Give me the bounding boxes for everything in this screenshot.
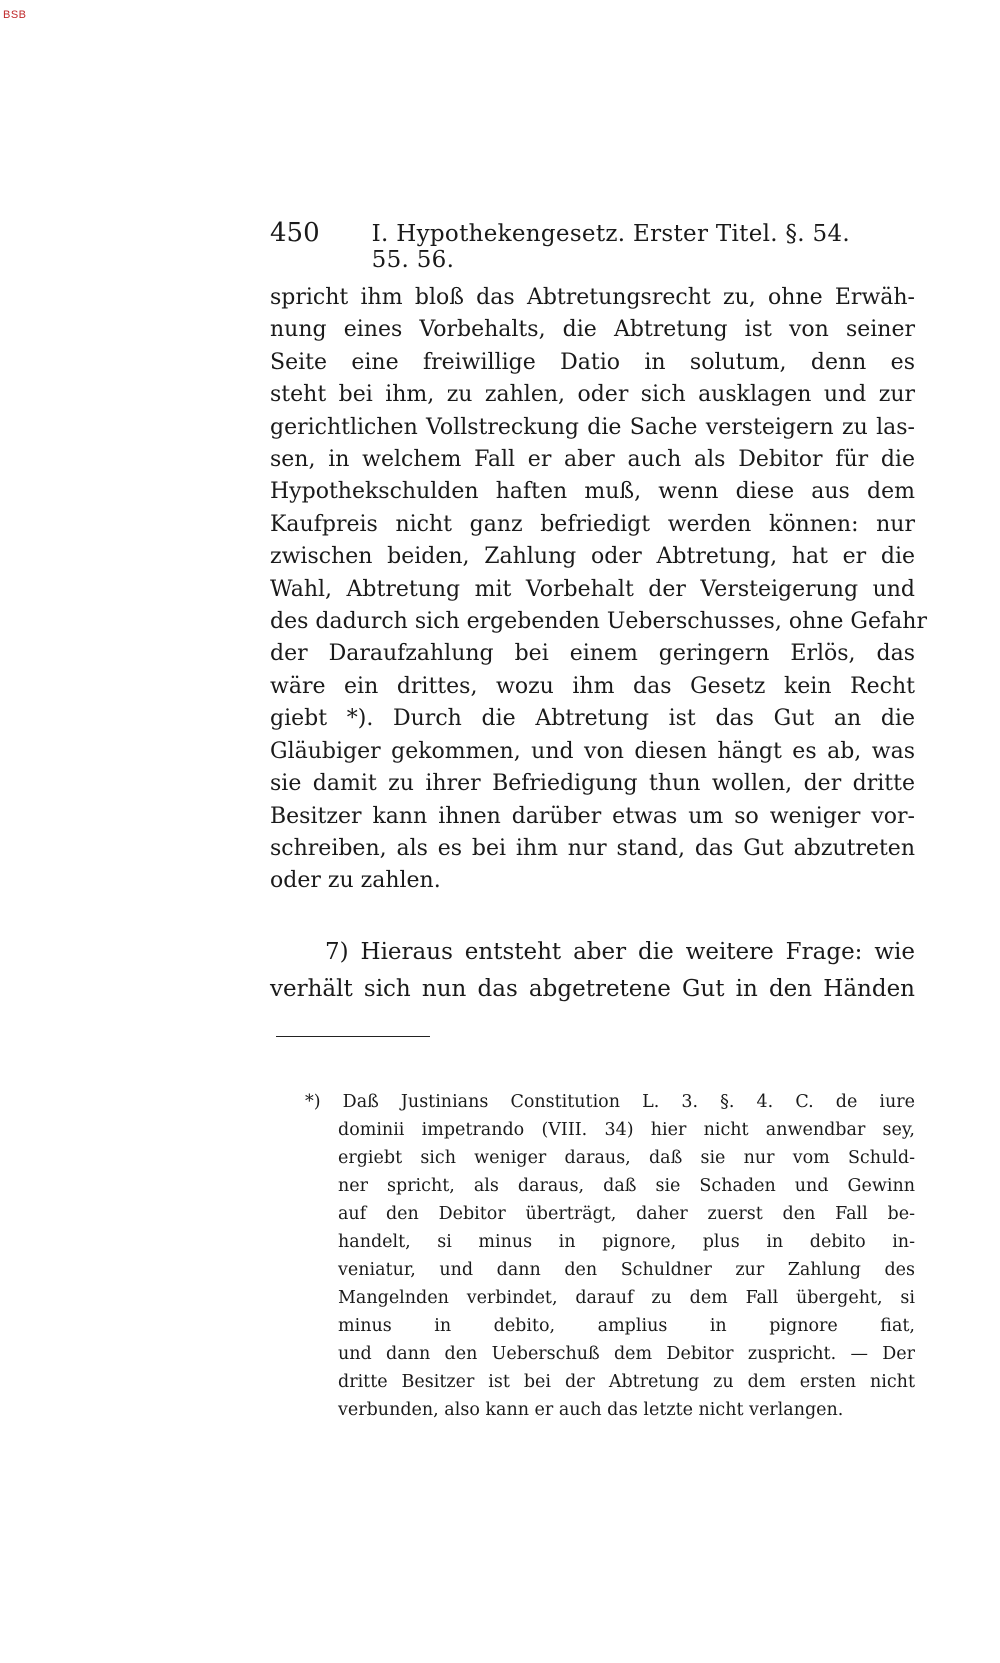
text-line: der Daraufzahlung bei einem geringern Erlös, das xyxy=(270,641,915,667)
numbered-paragraph xyxy=(270,934,915,1008)
footnote-line: veniatur, und dann den Schuldner zur Zahlung des xyxy=(338,1260,915,1280)
text-line: giebt *). Durch die Abtretung ist das Gut an die xyxy=(270,706,915,732)
text-line: gerichtlichen Vollstreckung die Sache versteigern zu las- xyxy=(270,414,915,440)
text-line: zwischen beiden, Zahlung oder Abtretung, hat er die xyxy=(270,544,915,570)
main-paragraph xyxy=(270,282,927,898)
footnote-line: *) Daß Justinians Constitution L. 3. §. 4. C. de iure xyxy=(305,1092,915,1112)
footnote-line: minus in debito, amplius in pignore fiat, xyxy=(338,1316,915,1336)
text-line: sie damit zu ihrer Befriedigung thun wollen, der dritte xyxy=(270,771,915,797)
text-line: Besitzer kann ihnen darüber etwas um so weniger vor- xyxy=(270,803,915,829)
text-line: spricht ihm bloß das Abtretungsrecht zu, ohne Erwäh- xyxy=(270,285,915,310)
footnote-line: handelt, si minus in pignore, plus in debito in- xyxy=(338,1232,915,1252)
footnote-line: ner spricht, als daraus, daß sie Schaden und Gewinn xyxy=(338,1176,915,1196)
text-line: Kaufpreis nicht ganz befriedigt werden können: nur xyxy=(270,511,915,537)
text-line: Gläubiger gekommen, und von diesen hängt es ab, was xyxy=(270,738,915,764)
text-line: nung eines Vorbehalts, die Abtretung ist von seiner xyxy=(270,317,915,343)
running-head: I. Hypothekengesetz. Erster Titel. §. 54. 55. 56. xyxy=(371,221,851,273)
footnote xyxy=(305,1088,915,1424)
text-line: des dadurch sich ergebenden Ueberschusses, ohne Gefahr xyxy=(270,609,927,635)
page-header xyxy=(270,218,895,273)
text-line: 7) Hieraus entsteht aber die weitere Frage: wie xyxy=(325,939,915,965)
text-line: Seite eine freiwillige Datio in solutum, denn es xyxy=(270,349,915,375)
page-number: 450 xyxy=(270,218,320,248)
footnote-line: dominii impetrando (VIII. 34) hier nicht anwendbar sey, xyxy=(338,1120,915,1140)
text-line: Hypothekschulden haften muß, wenn diese aus dem xyxy=(270,479,915,505)
footnote-line: und dann den Ueberschuß dem Debitor zuspricht. — Der xyxy=(338,1344,915,1364)
footnote-separator xyxy=(276,1036,430,1037)
library-watermark: BSB xyxy=(3,9,27,21)
text-line: sen, in welchem Fall er aber auch als Debitor für die xyxy=(270,447,915,473)
footnote-line: auf den Debitor überträgt, daher zuerst den Fall be- xyxy=(338,1204,915,1224)
text-line: steht bei ihm, zu zahlen, oder sich ausklagen und zur xyxy=(270,382,915,408)
footnote-line: Mangelnden verbindet, darauf zu dem Fall übergeht, si xyxy=(338,1288,915,1308)
text-line: oder zu zahlen. xyxy=(270,868,441,894)
text-line: Wahl, Abtretung mit Vorbehalt der Versteigerung und xyxy=(270,576,915,602)
text-line: wäre ein drittes, wozu ihm das Gesetz kein Recht xyxy=(270,673,915,699)
footnote-line: dritte Besitzer ist bei der Abtretung zu dem ersten nicht xyxy=(338,1372,915,1392)
footnote-line: ergiebt sich weniger daraus, daß sie nur vom Schuld- xyxy=(338,1148,915,1168)
footnote-line: verbunden, also kann er auch das letzte nicht verlangen. xyxy=(338,1400,844,1420)
text-line: schreiben, als es bei ihm nur stand, das Gut abzutreten xyxy=(270,835,915,861)
text-line: verhält sich nun das abgetretene Gut in den Händen xyxy=(270,976,915,1002)
